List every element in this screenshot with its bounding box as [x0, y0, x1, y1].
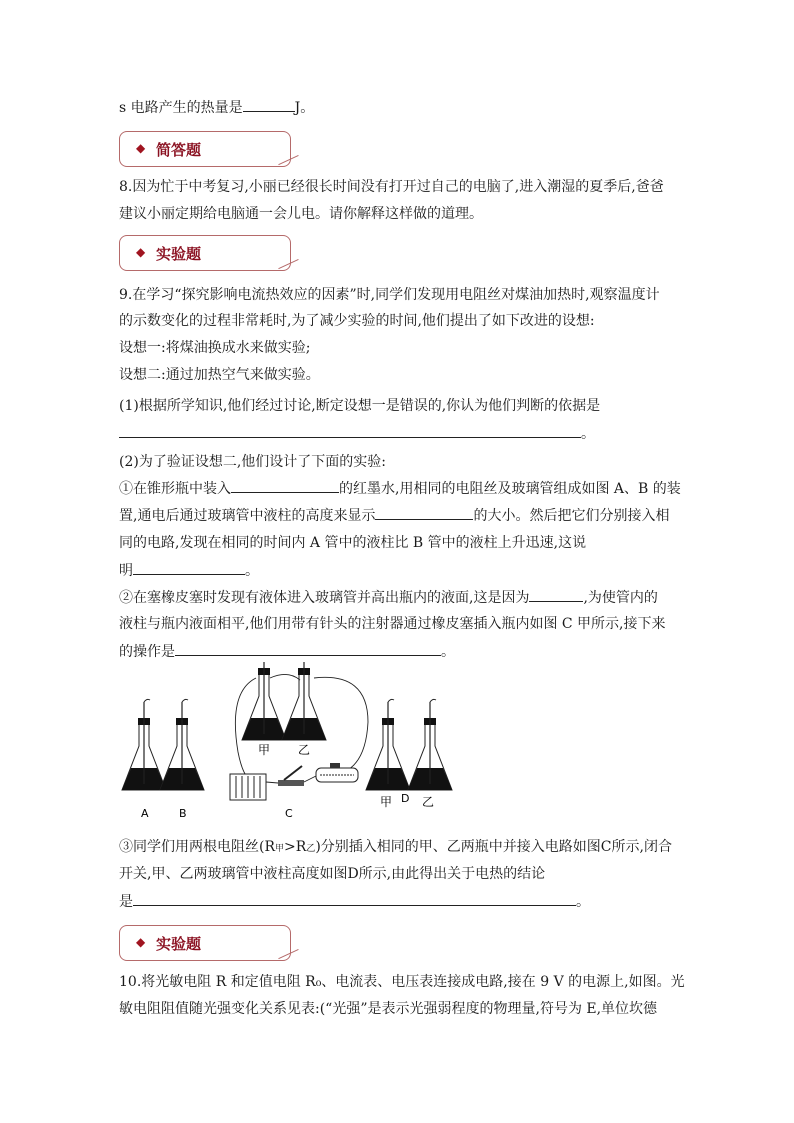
- q9-part-2: (2)为了验证设想二,他们设计了下面的实验:: [119, 454, 386, 470]
- q7-unit: J。: [294, 100, 315, 116]
- q10-line-2: 敏电阻阻值随光强变化关系见表:(“光强”是表示光强弱程度的物理量,符号为 E,单位坎德: [119, 1001, 658, 1017]
- diamond-icon: ◆: [136, 935, 146, 949]
- header-tail-decoration: [278, 259, 303, 280]
- q9-part-1-answer-line: [119, 423, 595, 444]
- q9-step-3-line-2: 开关,甲、乙两玻璃管中液柱高度如图D所示,由此得出关于电热的结论: [119, 866, 546, 882]
- q9-step-1-line-1: [119, 478, 681, 499]
- q9-line-3: 设想一:将煤油换成水来做实验;: [119, 340, 311, 356]
- text: )分别插入相同的甲、乙两瓶中并接入电路如图C所示,闭合: [315, 839, 672, 855]
- period: 。: [245, 563, 259, 579]
- text: 的红墨水,用相同的电阻丝及玻璃管组成如图 A、B 的装: [339, 481, 681, 497]
- q9-part-1-blank[interactable]: [119, 423, 581, 438]
- period: 。: [441, 644, 455, 660]
- q9-step-1-blank-3[interactable]: [133, 560, 245, 575]
- label-jia-c: 甲: [258, 743, 271, 757]
- q8-line-1: 8.因为忙于中考复习,小丽已经很长时间没有打开过自己的电脑了,进入潮湿的夏季后,爸爸: [119, 179, 664, 195]
- subscript: 甲: [275, 844, 285, 854]
- label-jia-d: 甲: [380, 795, 393, 809]
- flask-d-yi: [408, 699, 452, 790]
- q9-step-1-blank-2[interactable]: [375, 505, 473, 520]
- q9-step-2-line-1: [119, 587, 658, 608]
- q9-step-3-line-3: [119, 891, 590, 912]
- text: ②在塞橡皮塞时发现有液体进入玻璃管并高出瓶内的液面,这是因为: [119, 590, 530, 606]
- circuit-wire: [270, 674, 300, 680]
- text: ,为使管内的: [583, 590, 658, 606]
- flask-a: [122, 699, 166, 790]
- section-header-short-answer: [119, 131, 291, 167]
- text: 明: [119, 563, 133, 579]
- q9-step-2-line-2: 液柱与瓶内液面相平,他们用带有针头的注射器通过橡皮塞插入瓶内如图 C 甲所示,接下来: [119, 616, 666, 632]
- q9-step-1-line-3: 同的电路,发现在相同的时间内 A 管中的液柱比 B 管中的液柱上升迅速,这说: [119, 535, 587, 551]
- section-title: 实验题: [156, 245, 202, 263]
- label-yi-d: 乙: [422, 795, 435, 809]
- section-header-experiment-2: [119, 925, 291, 961]
- flask-c-jia: [242, 662, 286, 740]
- label-c: C: [285, 807, 293, 820]
- q9-part-1: (1)根据所学知识,他们经过讨论,断定设想一是错误的,你认为他们判断的依据是: [119, 398, 601, 414]
- experiment-figure: [118, 662, 464, 824]
- flask-b: [160, 699, 204, 790]
- text: 置,通电后通过玻璃管中液柱的高度来显示: [119, 508, 376, 524]
- period: 。: [576, 894, 590, 910]
- section-title: 简答题: [156, 141, 202, 159]
- q9-line-4: 设想二:通过加热空气来做实验。: [119, 367, 320, 383]
- flask-d-jia: [366, 699, 410, 790]
- period: 。: [581, 426, 595, 442]
- text: 是: [119, 894, 133, 910]
- text: ①在锥形瓶中装入: [119, 481, 231, 497]
- label-a: A: [141, 807, 149, 820]
- q9-step-3-line-1: [119, 837, 672, 859]
- q10-line-1: 10.将光敏电阻 R 和定值电阻 R₀、电流表、电压表连接成电路,接在 9 V 的电源上,如图。光: [119, 974, 685, 990]
- battery-icon: [230, 774, 266, 800]
- header-tail-decoration: [278, 155, 303, 176]
- text: >R: [284, 839, 307, 855]
- label-d: D: [401, 792, 410, 805]
- diamond-icon: ◆: [136, 141, 146, 155]
- q7-tail-line: [119, 97, 314, 118]
- header-tail-decoration: [278, 949, 303, 970]
- q7-text: s 电路产生的热量是: [119, 100, 243, 116]
- q9-step-1-blank-1[interactable]: [231, 478, 339, 493]
- label-b: B: [179, 807, 187, 820]
- q9-step-2-blank-2[interactable]: [175, 641, 441, 656]
- q9-step-3-blank[interactable]: [133, 891, 576, 906]
- text: 的大小。然后把它们分别接入相: [473, 508, 670, 524]
- switch-icon: [278, 766, 304, 786]
- subscript: 乙: [306, 844, 316, 854]
- flask-c-yi: [282, 662, 326, 740]
- circuit-wire: [314, 677, 368, 772]
- q9-step-2-blank-1[interactable]: [529, 587, 583, 602]
- q9-step-1-line-2: [119, 505, 669, 526]
- text: 的操作是: [119, 644, 175, 660]
- text: ③同学们用两根电阻丝(R: [119, 839, 276, 855]
- q7-answer-blank[interactable]: [243, 97, 295, 112]
- q8-line-2: 建议小丽定期给电脑通一会儿电。请你解释这样做的道理。: [119, 206, 483, 222]
- q9-step-1-line-4: [119, 560, 259, 581]
- diamond-icon: ◆: [136, 245, 146, 259]
- q9-line-2: 的示数变化的过程非常耗时,为了减少实验的时间,他们提出了如下改进的设想:: [119, 313, 595, 329]
- q9-step-2-line-3: [119, 641, 455, 662]
- rheostat-icon: [316, 763, 358, 782]
- section-header-experiment-1: [119, 235, 291, 271]
- q9-line-1: 9.在学习“探究影响电流热效应的因素”时,同学们发现用电阻丝对煤油加热时,观察温度计: [119, 287, 660, 303]
- label-yi-c: 乙: [298, 743, 311, 757]
- section-title: 实验题: [156, 935, 202, 953]
